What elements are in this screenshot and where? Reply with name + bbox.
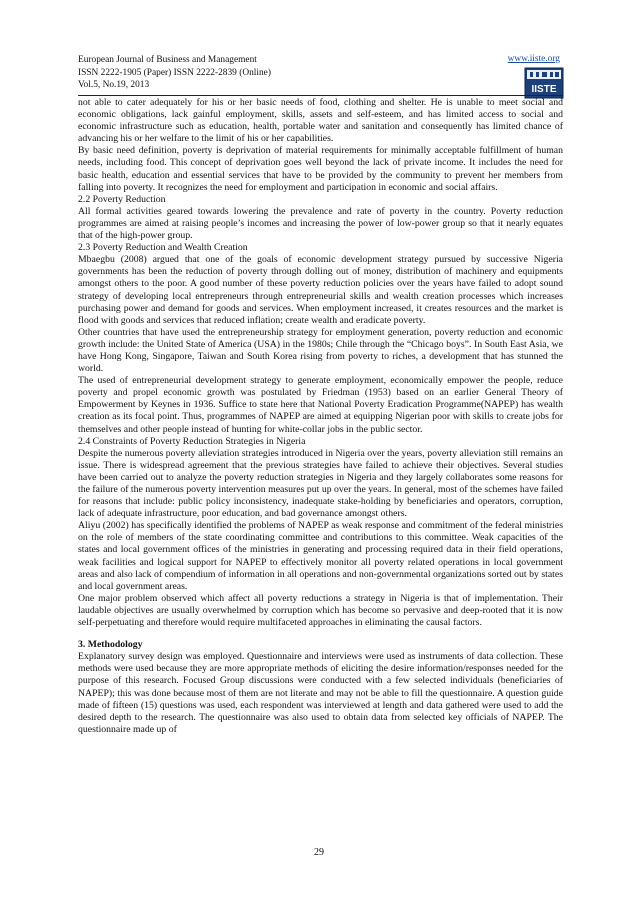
paragraph: not able to cater adequately for his or her basic needs of food, clothing and shelter. He is unable to meet social and economic obligations, lack gainful employment, skills, assets and self-esteem, and has limited access to social and economic infrastructure such as education, health, portable water and sanitation and consequently has limited chance of advancing his or her welfare to the limit of his or her capabilities. (78, 97, 563, 145)
section-spacer (78, 629, 563, 639)
paragraph: By basic need definition, poverty is deprivation of material requirements for minimally acceptable fulfillment of human needs, including food. This concept of deprivation goes well beyond the lack of private income. It includes the need for basic health, education and essential services that have to be provided by the community to prevent her members from falling into poverty. It recognizes the need for employment and participation in economic and social affairs. (78, 145, 563, 193)
paragraph: The used of entrepreneurial development strategy to generate employment, economically empower the people, reduce poverty and propel economic growth was postulated by Friedman (1953) based on an earlier General Theory of Empowerment by Keynes in 1936. Suffice to state here that National Poverty Eradication Programme(NAPEP) has wealth creation as its focal point. Thus, programmes of NAPEP are aimed at equipping Nigerian poor with skills to create jobs for themselves and other people instead of hunting for white-collar jobs in the public sector. (78, 375, 563, 435)
issn-line: ISSN 2222-1905 (Paper) ISSN 2222-2839 (Online) (78, 67, 271, 78)
paragraph: Other countries that have used the entrepreneurship strategy for employment generation, poverty reduction and economic growth include: the United State of America (USA) in the 1980s; Chile through the “Chicago boys”. In South East Asia, we have Hong Kong, Singapore, Taiwan and South Korea rising from poverty to riches, a development that has stunned the world. (78, 326, 563, 375)
paragraph: Aliyu (2002) has specifically identified the problems of NAPEP as weak response and commitment of the federal ministries on the role of members of the state coordinating committee and contributions to this committee. Weak capacities of the states and local government offices of the ministries in generating and processing required data in their field operations, weak facilities and logical support for NAPEP to effectively monitor all poverty related operations in local government areas and also lack of compendium of information in all operations and non-governmental organizations sorted out by states and local government areas. (78, 520, 563, 592)
section-heading-2-3: 2.3 Poverty Reduction and Wealth Creation (78, 242, 248, 254)
section-heading-methodology: 3. Methodology (78, 639, 143, 651)
journal-title: European Journal of Business and Management (78, 55, 257, 65)
volume-line: Vol.5, No.19, 2013 (78, 80, 150, 90)
paragraph: Explanatory survey design was employed. Questionnaire and interviews were used as instruments of data collection. These methods were used because they are more appropriate methods of eliciting the desire information/responses needed for the purpose of this research. Focused Group discussions were conducted with a few selected individuals (beneficiaries of NAPEP); this was done because most of them are not literate and may not be able to fill the questionnaire. A question guide made of fifteen (15) questions was used, each respondent was interviewed at length and data gathered were used to add the desired depth to the research. The questionnaire was also used to obtain data from selected key officials of NAPEP. The questionnaire made up of (78, 651, 563, 735)
svg-text:IISTE: IISTE (531, 84, 557, 95)
paragraph: One major problem observed which affect all poverty reductions a strategy in Nigeria is that of implementation. Their laudable objectives are usually overwhelmed by corruption which has become so pervasive and deep-rooted that it is now self-perpetuating and therefore would require multifaceted approaches in eliminating the causal factors. (78, 592, 563, 629)
section-heading-2-4: 2.4 Constraints of Poverty Reduction Strategies in Nigeria (78, 435, 306, 447)
article-body (78, 97, 563, 736)
paragraph: Mbaegbu (2008) argued that one of the goals of economic development strategy pursued by successive Nigeria governments has been the reduction of poverty through dolling out of money, distribution of machinery and equipments amongst others to the poor. A good number of these poverty reduction policies over the years have failed to adopt sound strategy of developing local entrepreneurs through entrepreneurial skills and wealth creation processes which increases purchasing power and demand for goods and services. When employment increased, it creates resources and the market is flood with goods and services that reduced inflation; create wealth and eradicate poverty. (78, 254, 563, 326)
section-heading-2-2: 2.2 Poverty Reduction (78, 193, 166, 205)
paragraph: Despite the numerous poverty alleviation strategies introduced in Nigeria over the years, poverty alleviation still remains an issue. There is widespread agreement that the previous strategies have failed to achieve their objectives. Several studies have been carried out to analyze the poverty reduction strategies in Nigeria and they largely collaborates some reasons for the failure of the numerous poverty intervention measures put up over the years. In general, most of the schemes have failed for reasons that include: public policy inconsistency, inadequate stake-holding by beneficiaries and operators, corruption, lack of adequate infrastructure, poor education, and bad governance amongst others. (78, 447, 563, 520)
page-number: 29 (314, 847, 324, 858)
journal-url-link[interactable]: www.iiste.org (507, 54, 560, 64)
paragraph: All formal activities geared towards lowering the prevalence and rate of poverty in the country. Poverty reduction programmes are aimed at raising people’s incomes and increasing the power of low-power group so that it nearly equates that of the high-power group. (78, 205, 563, 242)
header-rule (78, 95, 563, 96)
